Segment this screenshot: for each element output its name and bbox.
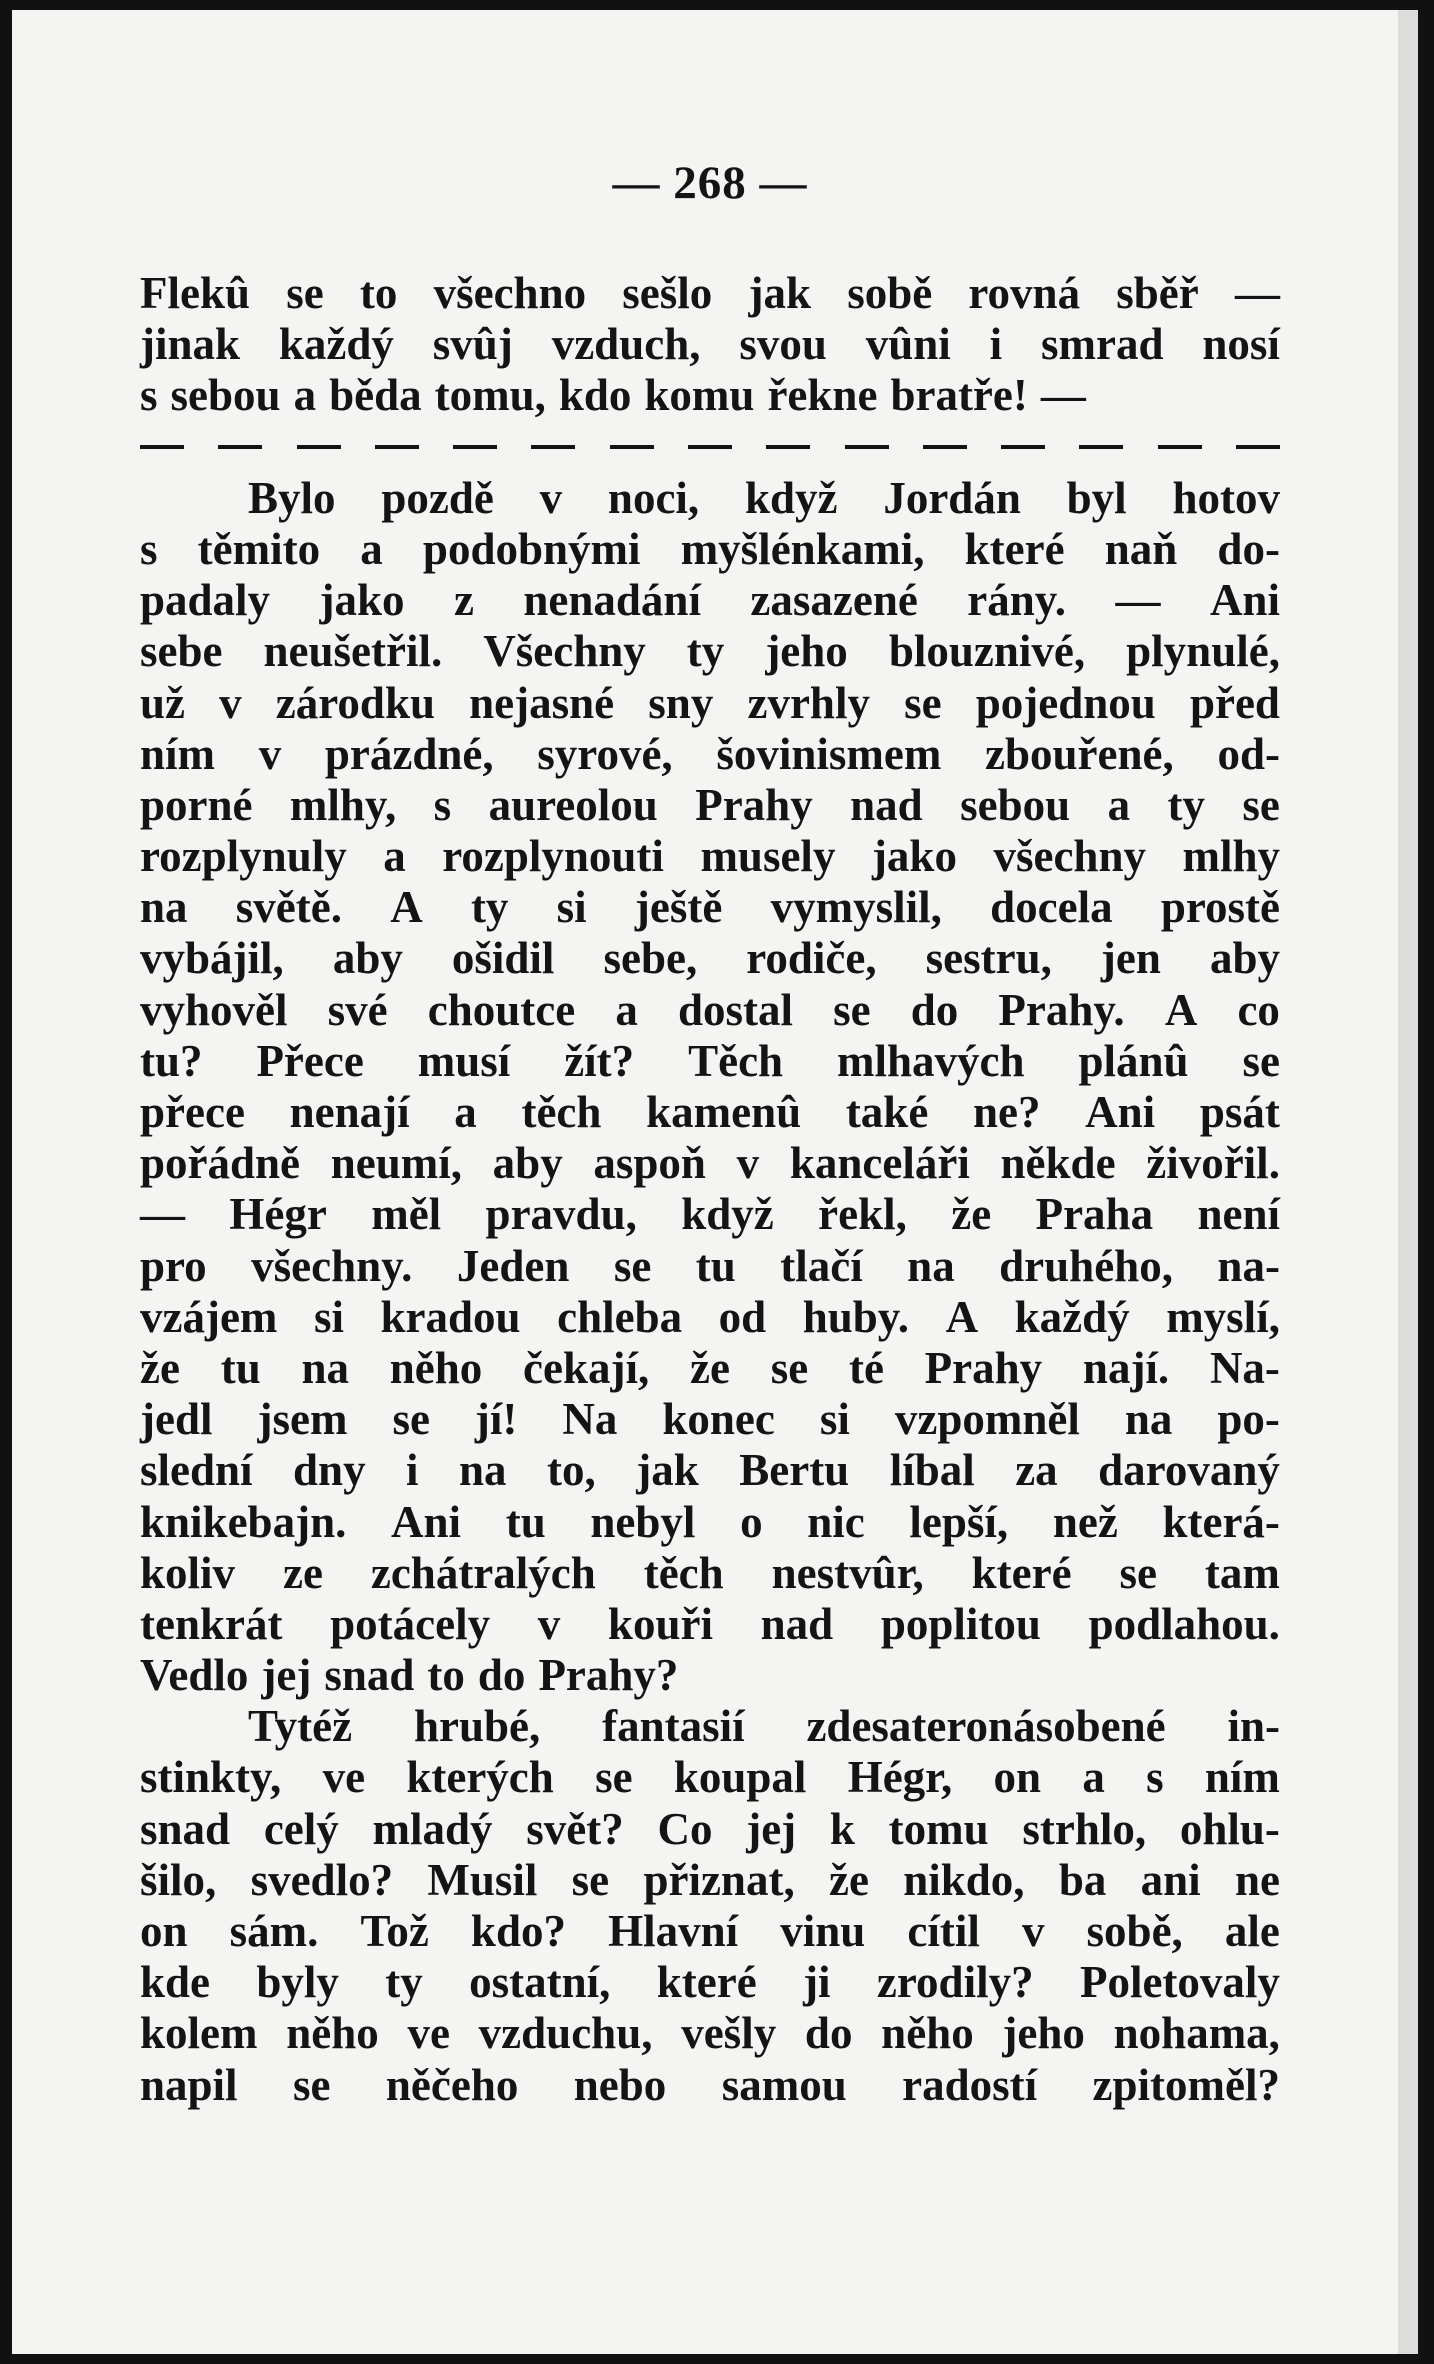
text-line: Bylo pozdě v noci, když Jordán byl hotov (248, 472, 1280, 523)
text-line: vyhověl své choutce a dostal se do Prahy. A co (140, 984, 1280, 1035)
text-line: na světě. A ty si ještě vymyslil, docela prostě (140, 882, 1280, 933)
book-page (140, 150, 1280, 2111)
text-line: sebe neušetřil. Všechny ty jeho blouznivé, plynulé, (140, 626, 1280, 677)
separator-dash (845, 445, 889, 449)
text-line: kolem něho ve vzduchu, vešly do něho jeho nohama, (140, 2008, 1280, 2059)
text-line: už v zárodku nejasné sny zvrhly se pojednou před (140, 677, 1280, 728)
body-text (140, 268, 1280, 2111)
text-line: ním v prázdné, syrové, šovinismem zbouřené, od- (140, 728, 1280, 779)
text-line: kde byly ty ostatní, které ji zrodily? Poletovaly (140, 1957, 1280, 2008)
text-line: Flekû se to všechno sešlo jak sobě rovná sběř — (140, 268, 1280, 318)
text-line: šilo, svedlo? Musil se přiznat, že nikdo, ba ani ne (140, 1854, 1280, 1905)
text-line: jinak každý svûj vzduch, svou vûni i smrad nosí (140, 319, 1280, 370)
text-line: napil se něčeho nebo samou radostí zpitoměl? (140, 2059, 1280, 2110)
separator-dash (1158, 445, 1202, 449)
separator-dash (1236, 445, 1280, 449)
text-line: padaly jako z nenadání zasazené rány. — Ani (140, 575, 1280, 626)
text-line: stinkty, ve kterých se koupal Hégr, on a s ním (140, 1752, 1280, 1803)
text-line: vybájil, aby ošidil sebe, rodiče, sestru, jen aby (140, 933, 1280, 984)
text-line: že tu na něho čekají, že se té Prahy nají. Na- (140, 1342, 1280, 1393)
text-line: Tytéž hrubé, fantasií zdesateronásobené in- (248, 1701, 1280, 1752)
text-line: on sám. Tož kdo? Hlavní vinu cítil v sobě, ale (140, 1906, 1280, 1956)
separator-dash (688, 445, 732, 449)
text-line: pořádně neumí, aby aspoň v kanceláři někde živořil. (140, 1138, 1280, 1189)
text-line: jedl jsem se jí! Na konec si vzpomněl na po- (140, 1394, 1280, 1445)
text-line: slední dny i na to, jak Bertu líbal za darovaný (140, 1445, 1280, 1496)
separator-dash (531, 445, 575, 449)
text-line: Vedlo jej snad to do Prahy? (140, 1650, 679, 1701)
text-line: rozplynuly a rozplynouti musely jako všechny mlhy (140, 831, 1280, 882)
section-separator (140, 422, 1280, 473)
separator-dash (375, 445, 419, 449)
text-line: pro všechny. Jeden se tu tlačí na druhého, na- (140, 1240, 1280, 1291)
separator-dash (1079, 445, 1123, 449)
page-number: — 268 — (612, 157, 808, 209)
text-line: snad celý mladý svět? Co jej k tomu strhlo, ohlu- (140, 1803, 1280, 1854)
text-line: s těmito a podobnými myšlénkami, které naň do- (140, 523, 1280, 574)
text-line: s sebou a běda tomu, kdo komu řekne bratře! — (140, 370, 1086, 421)
text-line: přece nenají a těch kamenû také ne? Ani psát (140, 1087, 1280, 1137)
text-line: koliv ze zchátralých těch nestvûr, které se tam (140, 1547, 1280, 1598)
text-line: knikebajn. Ani tu nebyl o nic lepší, než která- (140, 1496, 1280, 1547)
text-line: vzájem si kradou chleba od huby. A každý myslí, (140, 1291, 1280, 1342)
page-edge-shadow (1398, 10, 1418, 2354)
separator-dash (766, 445, 810, 449)
text-line: — Hégr měl pravdu, když řekl, že Praha není (140, 1189, 1280, 1240)
separator-dash (1001, 445, 1045, 449)
separator-dash (610, 445, 654, 449)
text-line: porné mlhy, s aureolou Prahy nad sebou a ty se (140, 779, 1280, 830)
separator-dash (140, 445, 184, 449)
separator-dash (218, 445, 262, 449)
separator-dash (297, 445, 341, 449)
text-line: tu? Přece musí žít? Těch mlhavých plánû se (140, 1035, 1280, 1086)
text-line: tenkrát potácely v kouři nad poplitou podlahou. (140, 1598, 1280, 1649)
separator-dash (923, 445, 967, 449)
separator-dash (453, 445, 497, 449)
